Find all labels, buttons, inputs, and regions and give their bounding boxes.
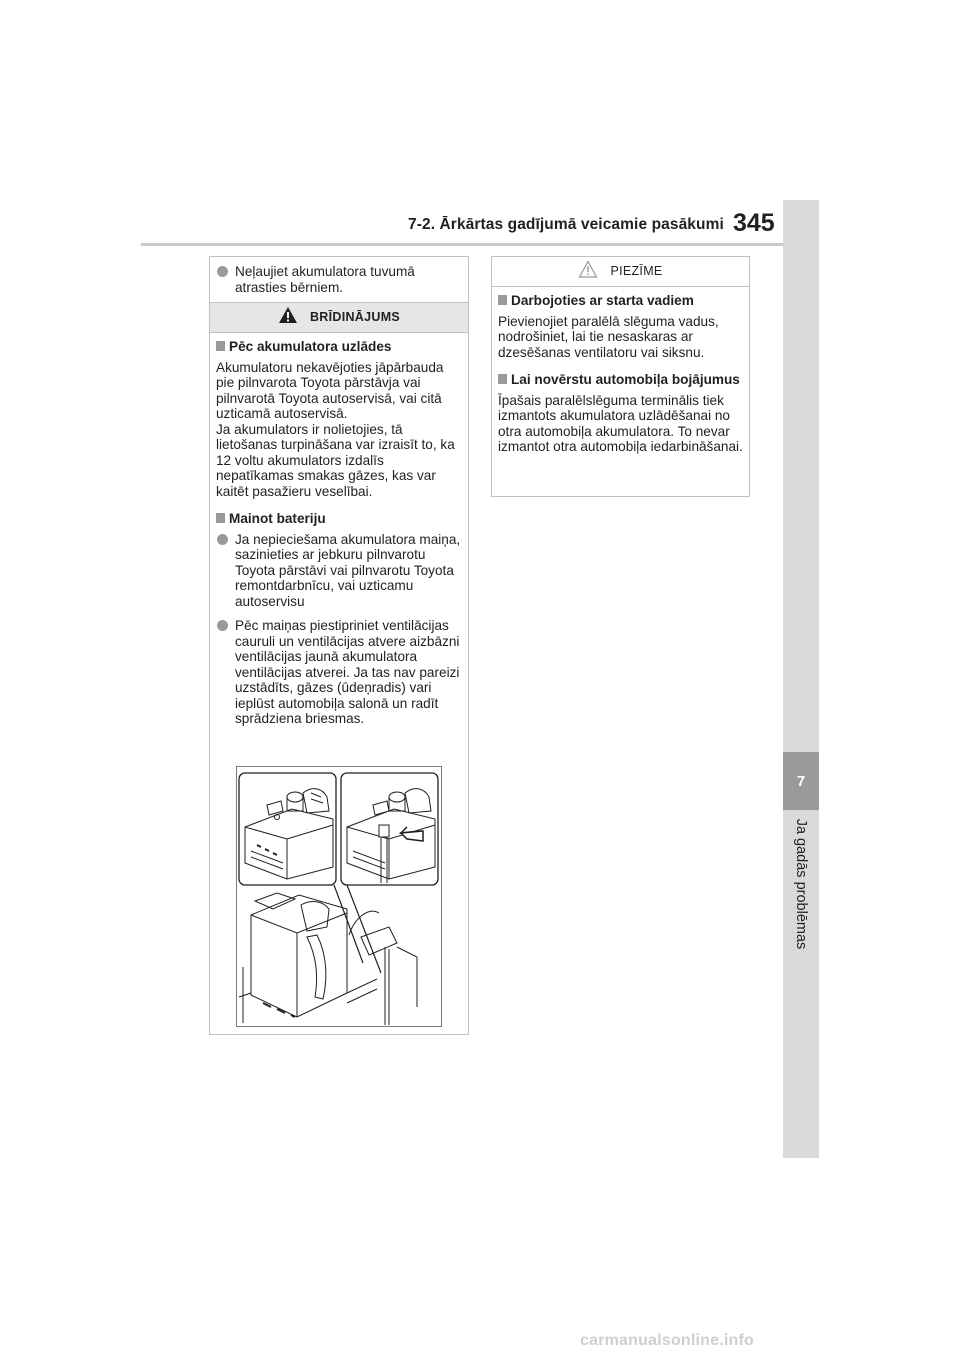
heading-text: Mainot bateriju <box>229 511 326 526</box>
list-item <box>216 618 462 727</box>
section-heading <box>498 372 743 388</box>
paragraph: Ja akumulators ir nolietojies, tā lietošanas turpināšana var izraisīt to, ka 12 voltu akumulators izdalīs nepatīkamas smakas gāzes, kas var kaitēt pasažieru veselībai. <box>216 421 455 499</box>
bullet-icon <box>217 534 228 545</box>
battery-illustration <box>236 766 442 1027</box>
note-box <box>491 256 750 497</box>
chapter-tab <box>783 752 819 810</box>
square-bullet-icon <box>216 513 225 523</box>
bullet-icon <box>217 620 228 631</box>
heading-text: Pēc akumulatora uzlādes <box>229 339 392 354</box>
side-thumb-band <box>783 200 819 1158</box>
chapter-number: 7 <box>796 772 806 790</box>
warning-label: BRĪDINĀJUMS <box>309 309 401 324</box>
list-item <box>216 264 462 295</box>
paragraph: Pievienojiet paralēlā slēguma vadus, nodrošiniet, lai tie nesaskaras ar dzesēšanas ventilatoru vai siksnu. <box>498 313 719 360</box>
square-bullet-icon <box>498 295 507 305</box>
bullet-text: Pēc maiņas piestipriniet ventilācijas cauruli un ventilācijas atvere aizbāzni ventilācijas jaunā akumulatora ventilācijas atverei. Ja tas nav pareizi uzstādīts, gāzes (ūdeņradis) vari ieplūst automobiļa salonā un radīt sprādziena briesmas. <box>235 618 460 726</box>
watermark: carmanualsonline.info <box>580 1332 755 1349</box>
square-bullet-icon <box>216 341 225 351</box>
header-divider <box>141 243 784 246</box>
paragraph: Īpašais paralēlslēguma terminālis tiek izmantots akumulatora uzlādēšanai no otra automobiļa akumulatora. To nevar izmantot otra automobiļa iedarbināšanai. <box>498 392 743 454</box>
bullet-icon <box>217 266 228 277</box>
chapter-side-label: Ja gadās problēmas <box>793 818 809 950</box>
warning-triangle-icon <box>278 306 298 329</box>
bullet-text: Ja nepieciešama akumulatora maiņa, sazinieties ar jebkuru pilnvarotu Toyota pārstāvi vai pilnvarotu Toyota remontdarbnīcu, vai uzticamu autoservisu <box>235 531 461 609</box>
square-bullet-icon <box>498 374 507 384</box>
section-header-title: 7-2. Ārkārtas gadījumā veicamie pasākumi <box>408 216 724 233</box>
section-heading <box>216 511 462 527</box>
section-heading <box>216 339 462 355</box>
note-header <box>492 257 749 287</box>
heading-text: Lai novērstu automobiļa bojājumus <box>511 372 740 387</box>
page-number: 345 <box>733 209 775 237</box>
bullet-text: Neļaujiet akumulatora tuvumā atrasties bērniem. <box>235 264 415 295</box>
paragraph: Akumulatoru nekavējoties jāpārbauda pie pilnvarota Toyota pārstāvja vai pilnvarotā Toyota autoservisā, vai citā uzticamā autoservisā. <box>216 359 444 421</box>
warning-header <box>210 302 468 333</box>
list-item <box>216 532 462 610</box>
heading-text: Darbojoties ar starta vadiem <box>511 293 694 308</box>
note-label: PIEZĪME <box>610 263 663 278</box>
section-heading <box>498 293 743 309</box>
caution-triangle-icon <box>578 260 598 283</box>
